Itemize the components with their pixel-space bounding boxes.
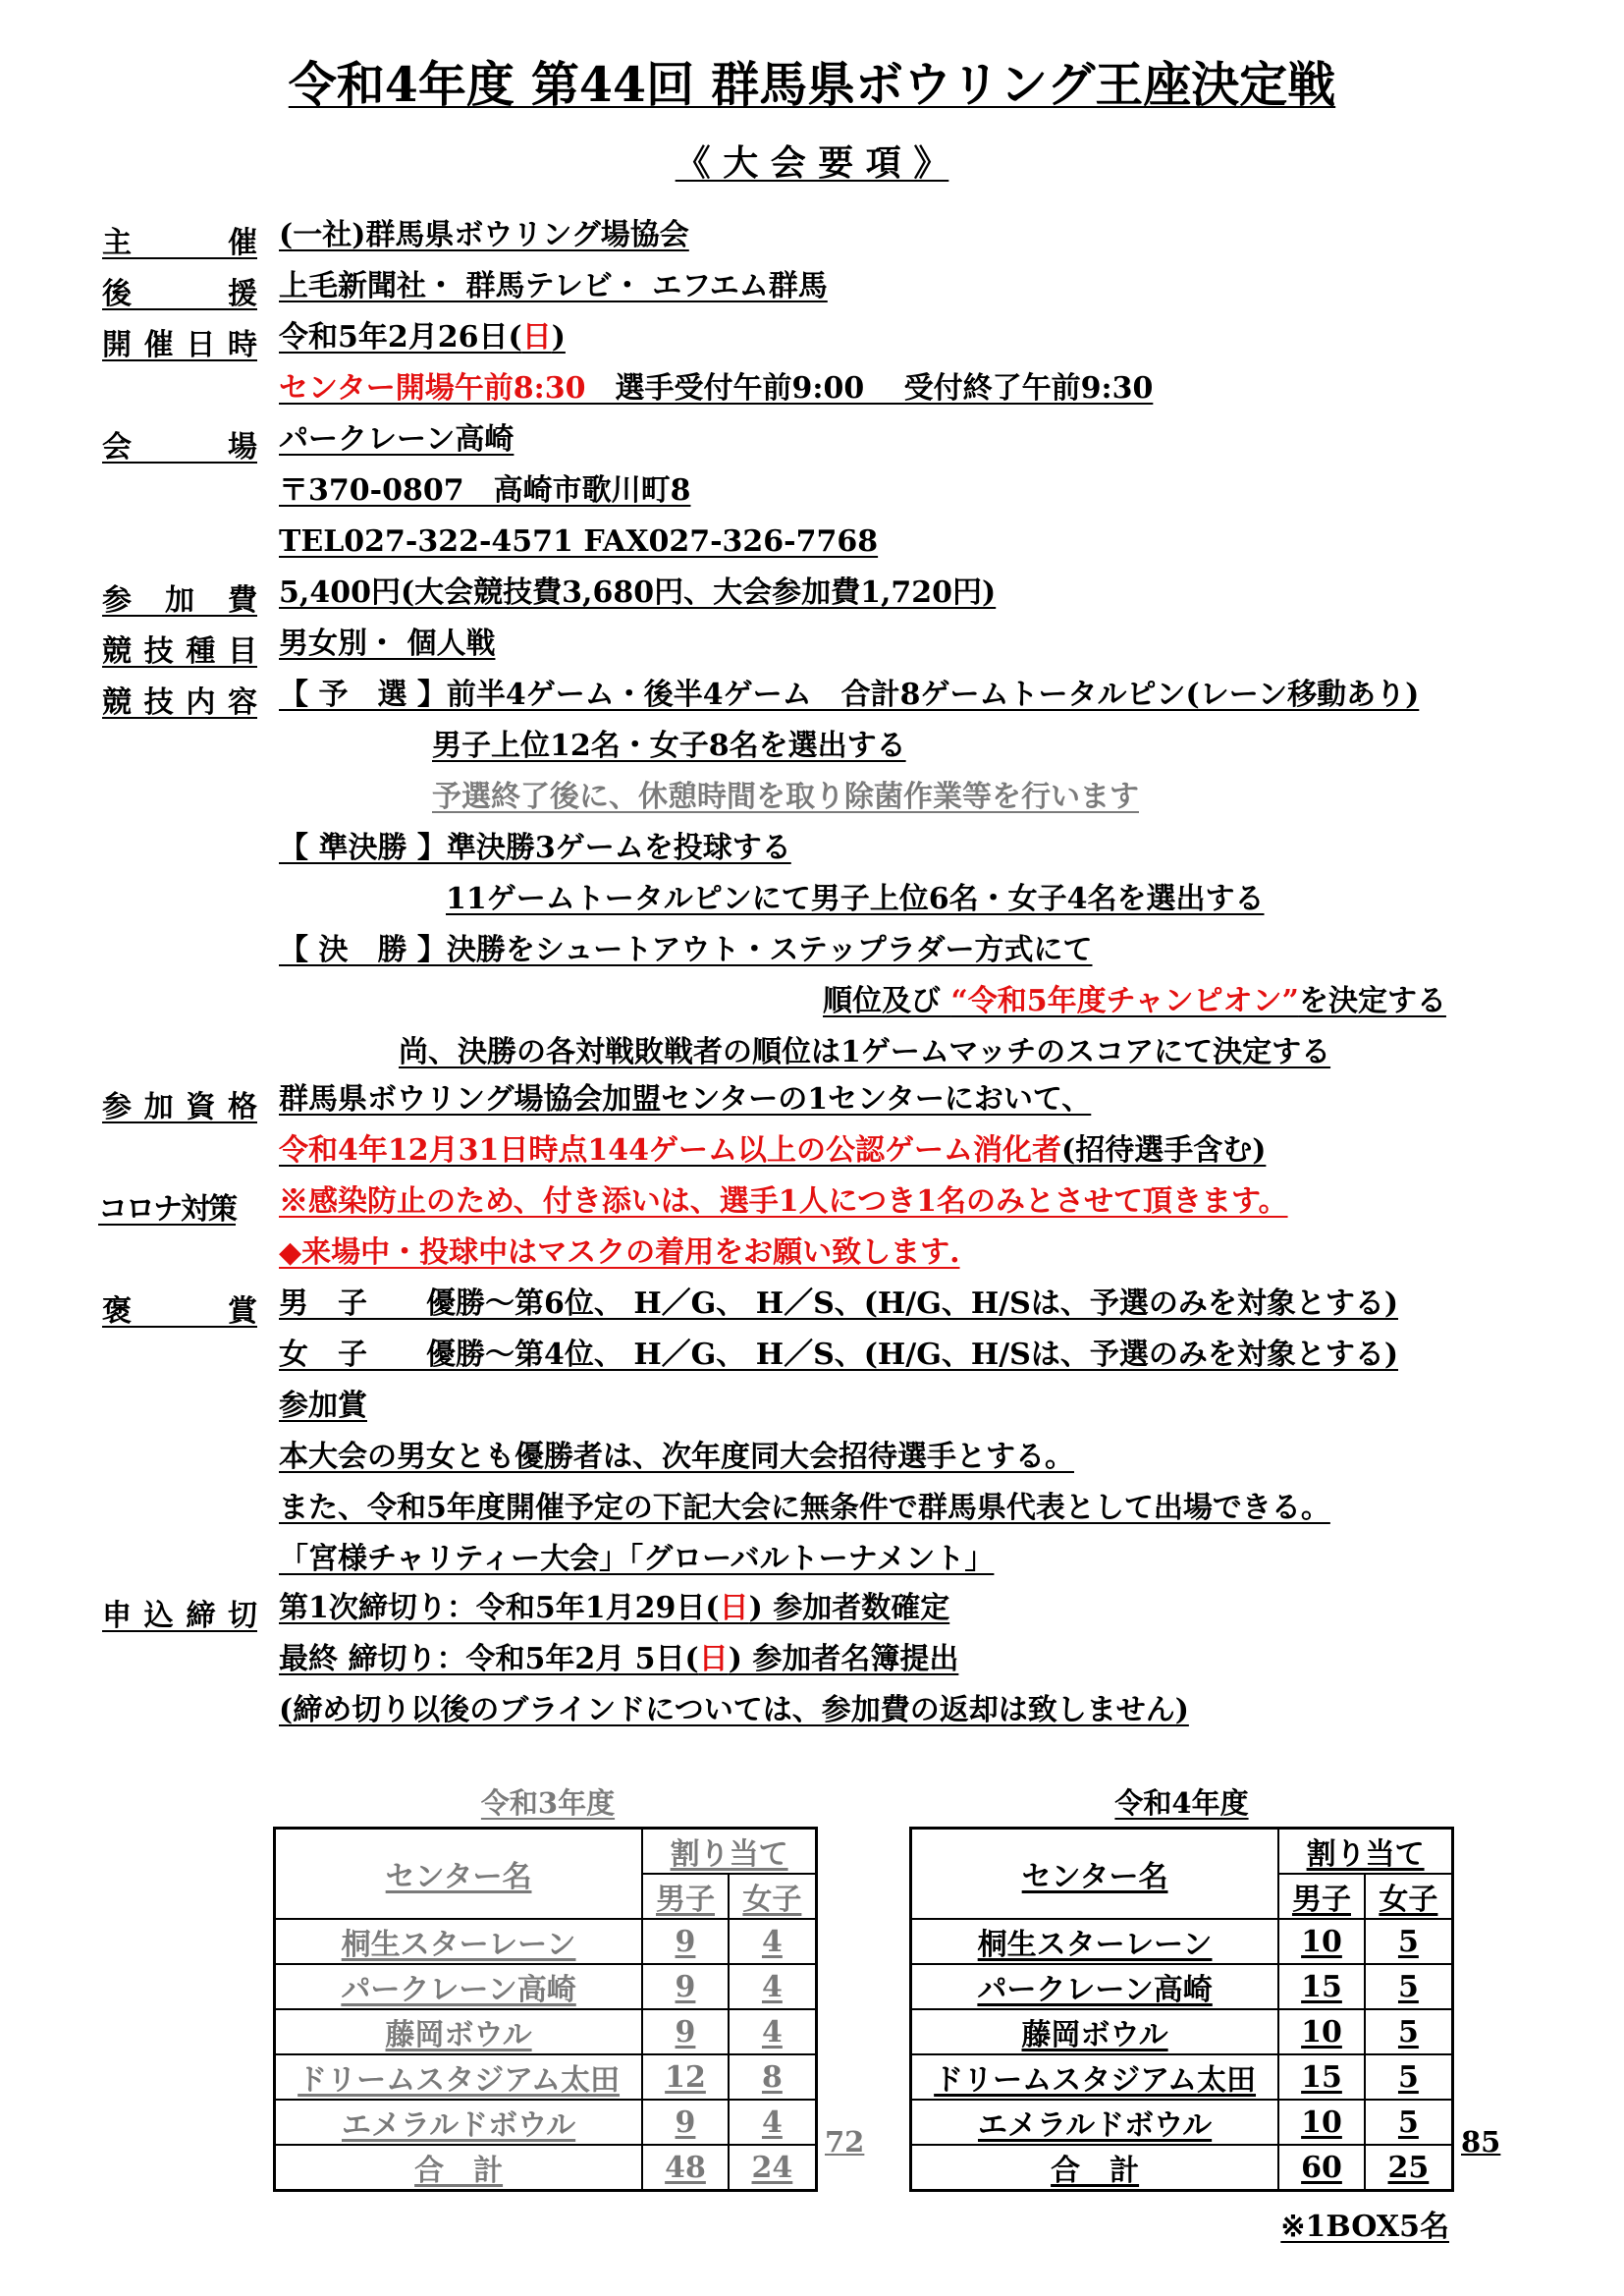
covid-line2: ◆来場中・投球中はマスクの着用をお願い致します. (279, 1235, 960, 1270)
venue-name: パークレーン高崎 (279, 422, 514, 457)
fee-text: 5,400円(大会競技費3,680円、大会参加費1,720円) (279, 575, 997, 610)
deadline-final-day: 日 (698, 1642, 729, 1676)
final-rank-prefix: 順位及び (823, 984, 951, 1018)
table-row: 藤岡ボウル 9 4 (275, 2009, 817, 2054)
table-r3-women-header: 女子 (729, 1874, 817, 1919)
eligibility-line1: 群馬県ボウリング場協会加盟センターの1センターにおいて、 (279, 1082, 1092, 1117)
table-r4-total-row: 合 計 60 25 (911, 2145, 1453, 2191)
table-r4-alloc-header: 割り当て (1278, 1829, 1452, 1875)
date-prefix: 令和5年2月26日( (279, 320, 522, 355)
deadline-final (279, 1640, 958, 1679)
final-rank (823, 982, 1446, 1021)
label-fee: 参加費 (102, 583, 257, 618)
date-line (279, 318, 566, 357)
table-r4-women-header: 女子 (1365, 1874, 1453, 1919)
table-row: エメラルドボウル 9 4 (275, 2100, 817, 2145)
venue-address: 〒370-0807 高崎市歌川町8 (279, 473, 691, 508)
time-line (279, 369, 1153, 409)
final-text: 【 決 勝 】決勝をシュートアウト・ステップラダー方式にて (279, 933, 1093, 967)
deadline-note: (締め切り以後のブラインドについては、参加費の返却は致しません) (279, 1693, 1189, 1727)
label-date: 開催日時 (102, 328, 257, 362)
table-r3-alloc-header: 割り当て (642, 1829, 816, 1875)
label-event: 競技種目 (102, 634, 257, 669)
semi-text: 【 準決勝 】準決勝3ゲームを投球する (279, 831, 791, 865)
eligibility-line2 (279, 1131, 1266, 1171)
awards-participation: 参加賞 (279, 1389, 367, 1423)
prelim-note: 予選終了後に、休憩時間を取り除菌作業等を行います (432, 780, 1139, 814)
covid-line1: ※感染防止のため、付き添いは、選手1人につき1名のみとさせて頂きます。 (279, 1184, 1288, 1219)
support-text: 上毛新聞社・ 群馬テレビ・ エフエム群馬 (279, 269, 828, 303)
semi-select: 11ゲームトータルピンにて男子上位6名・女子4名を選出する (446, 882, 1265, 916)
final-champion: “令和5年度チャンピオン” (950, 984, 1299, 1018)
table-r3-title: 令和3年度 (480, 1786, 616, 1820)
label-deadline: 申込締切 (102, 1599, 257, 1633)
table-r4-center-header: センター名 (911, 1829, 1279, 1920)
table-row: ドリームスタジアム太田 12 8 (275, 2054, 817, 2100)
event-text: 男女別・ 個人戦 (279, 627, 496, 661)
table-r4-title: 令和4年度 (1114, 1786, 1249, 1820)
document-subtitle: 《 大 会 要 項 》 (675, 142, 949, 184)
host-text: (一社)群馬県ボウリング場協会 (279, 218, 689, 252)
label-awards: 褒賞 (102, 1294, 257, 1329)
awards-women: 女 子 優勝～第4位、 H／G、 H／S、(H/G、H/Sは、予選のみを対象とする) (279, 1338, 1399, 1372)
box-note: ※1BOX5名 (1280, 2210, 1449, 2244)
table-r3-total-row: 合 計 48 24 (275, 2145, 817, 2191)
table-row: パークレーン高崎 15 5 (911, 1964, 1453, 2009)
eligibility-requirement: 令和4年12月31日時点144ゲーム以上の公認ゲーム消化者 (279, 1133, 1061, 1168)
label-content: 競技内容 (102, 685, 257, 720)
deadline-first-day: 日 (719, 1591, 749, 1625)
deadline-final-suffix: ) 参加者名簿提出 (728, 1642, 959, 1676)
venue-tel: TEL027-322-4571 FAX027-326-7768 (279, 524, 879, 559)
label-support: 後援 (102, 277, 257, 311)
final-rank-suffix: を決定する (1298, 984, 1446, 1018)
awards-events: 「宮様チャリティー大会」「グローバルトーナメント」 (279, 1542, 995, 1576)
table-row: パークレーン高崎 9 4 (275, 1964, 817, 2009)
table-row: 藤岡ボウル 10 5 (911, 2009, 1453, 2054)
table-row: 桐生スターレーン 10 5 (911, 1919, 1453, 1964)
date-day: 日 (521, 320, 552, 355)
table-row: ドリームスタジアム太田 15 5 (911, 2054, 1453, 2100)
label-eligibility: 参加資格 (102, 1090, 257, 1124)
table-r4 (909, 1827, 1454, 2192)
table-row: エメラルドボウル 10 5 (911, 2100, 1453, 2145)
date-suffix: ) (551, 320, 566, 355)
prelim-text: 【 予 選 】前半4ゲーム・後半4ゲーム 合計8ゲームトータルピン(レーン移動あり) (279, 678, 1420, 712)
table-r3-center-header: センター名 (275, 1829, 643, 1920)
deadline-first-suffix: ) 参加者数確定 (748, 1591, 950, 1625)
awards-winners: 本大会の男女とも優勝者は、次年度同大会招待選手とする。 (279, 1440, 1074, 1474)
deadline-first-prefix: 第1次締切り：令和5年1月29日( (279, 1591, 720, 1625)
table-r3 (273, 1827, 818, 2192)
awards-qualify: また、令和5年度開催予定の下記大会に無条件で群馬県代表として出場できる。 (279, 1491, 1330, 1525)
final-note: 尚、決勝の各対戦敗戦者の順位は1ゲームマッチのスコアにて決定する (399, 1035, 1331, 1069)
table-r3-grand-total: 72 (825, 2125, 865, 2159)
deadline-first (279, 1589, 949, 1628)
label-covid: コロナ対策 (98, 1192, 236, 1227)
deadline-final-prefix: 最終 締切り：令和5年2月 5日( (279, 1642, 699, 1676)
prelim-select: 男子上位12名・女子8名を選出する (432, 729, 906, 763)
label-venue: 会場 (102, 430, 257, 465)
eligibility-invited: (招待選手含む) (1061, 1133, 1267, 1168)
table-row: 桐生スターレーン 9 4 (275, 1919, 817, 1964)
awards-men: 男 子 優勝～第6位、 H／G、 H／S、(H/G、H/Sは、予選のみを対象とする) (279, 1286, 1399, 1321)
table-r3-men-header: 男子 (642, 1874, 729, 1919)
reception-time: 選手受付午前9:00 受付終了午前9:30 (585, 371, 1154, 406)
center-open-time: センター開場午前8:30 (279, 371, 586, 406)
table-r4-grand-total: 85 (1461, 2125, 1501, 2159)
table-r4-men-header: 男子 (1278, 1874, 1365, 1919)
label-host: 主催 (102, 226, 257, 260)
document-title: 令和4年度 第44回 群馬県ボウリング王座決定戦 (288, 56, 1336, 113)
